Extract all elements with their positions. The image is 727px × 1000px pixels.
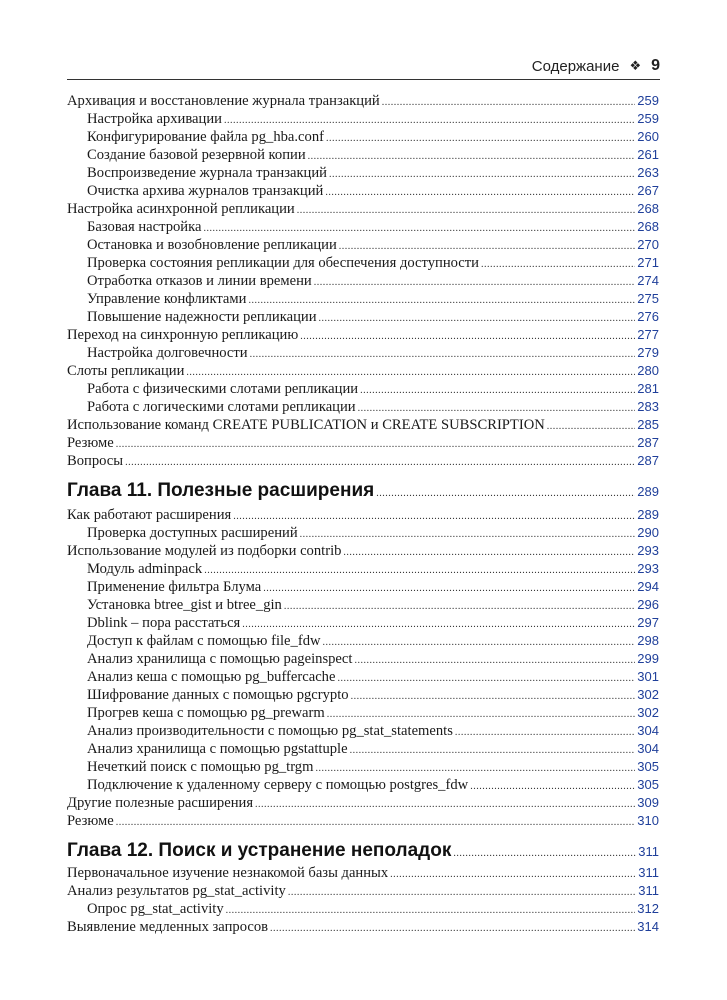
header-rule xyxy=(67,79,660,80)
toc-entry[interactable] xyxy=(67,165,659,183)
dot-leader xyxy=(270,923,635,934)
entry-page: 290 xyxy=(637,525,659,540)
entry-title: Очистка архива журналов транзакций xyxy=(87,183,324,199)
toc-entry[interactable] xyxy=(67,183,659,201)
entry-title: Другие полезные расширения xyxy=(67,795,254,811)
entry-page: 293 xyxy=(637,543,659,558)
entry-title: Управление конфликтами xyxy=(87,291,247,307)
dot-leader xyxy=(351,691,636,702)
dot-leader xyxy=(547,421,636,432)
toc-entry[interactable] xyxy=(67,543,659,561)
chapter-page: 311 xyxy=(638,844,659,859)
toc-block-3 xyxy=(67,865,659,937)
entry-page: 296 xyxy=(637,597,659,612)
entry-title: Применение фильтра Блума xyxy=(87,579,262,595)
entry-page: 280 xyxy=(637,363,659,378)
entry-page: 294 xyxy=(637,579,659,594)
toc-entry[interactable] xyxy=(67,615,659,633)
entry-title: Настройка архивации xyxy=(87,111,222,127)
toc-entry[interactable] xyxy=(67,147,659,165)
dot-leader xyxy=(263,583,635,594)
chapter-title: Глава 11. Полезные расширения xyxy=(67,480,375,501)
toc-entry[interactable] xyxy=(67,255,659,273)
chapter-title: Глава 12. Поиск и устранение неполадок xyxy=(67,840,452,861)
entry-title: Слоты репликации xyxy=(67,363,185,379)
entry-page: 311 xyxy=(638,865,659,880)
dot-leader xyxy=(248,295,635,306)
dot-leader xyxy=(339,241,636,252)
toc-entry[interactable] xyxy=(67,669,659,687)
entry-title: Архивация и восстановление журнала транзакций xyxy=(67,93,380,109)
entry-page: 301 xyxy=(637,669,659,684)
toc-entry[interactable] xyxy=(67,327,659,345)
toc-entry[interactable] xyxy=(67,705,659,723)
dot-leader xyxy=(360,385,635,396)
toc-entry[interactable] xyxy=(67,633,659,651)
entry-title: Анализ хранилища с помощью pageinspect xyxy=(87,651,353,667)
entry-title: Модуль adminpack xyxy=(87,561,203,577)
toc-entry[interactable] xyxy=(67,865,659,883)
entry-page: 309 xyxy=(637,795,659,810)
toc-entry[interactable] xyxy=(67,219,659,237)
dot-leader xyxy=(288,887,636,898)
chapter-heading[interactable] xyxy=(67,480,659,510)
dot-leader xyxy=(300,331,635,342)
chapter-11-heading-block xyxy=(67,480,659,510)
dot-leader xyxy=(224,115,635,126)
entry-title: Использование команд CREATE PUBLICATION и CREATE SUBSCRIPTION xyxy=(67,417,545,433)
entry-title: Работа с логическими слотами репликации xyxy=(87,399,356,415)
entry-title: Прогрев кеша с помощью pg_prewarm xyxy=(87,705,325,721)
dot-leader xyxy=(358,403,636,414)
entry-page: 274 xyxy=(637,273,659,288)
entry-title: Повышение надежности репликации xyxy=(87,309,317,325)
toc-entry[interactable] xyxy=(67,813,659,831)
entry-title: Первоначальное изучение незнакомой базы данных xyxy=(67,865,389,881)
entry-title: Отработка отказов и линии времени xyxy=(87,273,312,289)
dot-leader xyxy=(204,565,635,576)
entry-title: Проверка доступных расширений xyxy=(87,525,298,541)
toc-entry[interactable] xyxy=(67,309,659,327)
toc-entry[interactable] xyxy=(67,435,659,453)
entry-page: 304 xyxy=(637,741,659,756)
dot-leader xyxy=(350,745,636,756)
entry-page: 287 xyxy=(637,435,659,450)
toc-entry[interactable] xyxy=(67,687,659,705)
page-number: 9 xyxy=(651,57,660,74)
entry-title: Переход на синхронную репликацию xyxy=(67,327,299,343)
entry-page: 289 xyxy=(637,507,659,522)
dot-leader xyxy=(203,223,635,234)
toc-entry[interactable] xyxy=(67,597,659,615)
toc-entry[interactable] xyxy=(67,417,659,435)
toc-entry[interactable] xyxy=(67,237,659,255)
dot-leader xyxy=(250,349,636,360)
dot-leader xyxy=(297,205,636,216)
toc-entry[interactable] xyxy=(67,579,659,597)
toc-entry[interactable] xyxy=(67,507,659,525)
entry-title: Настройка долговечности xyxy=(87,345,248,361)
dot-leader xyxy=(327,709,636,720)
entry-title: Базовая настройка xyxy=(87,219,202,235)
entry-title: Как работают расширения xyxy=(67,507,232,523)
dot-leader xyxy=(315,763,635,774)
entry-page: 312 xyxy=(637,901,659,916)
entry-page: 261 xyxy=(637,147,659,162)
dot-leader xyxy=(337,673,635,684)
dot-leader xyxy=(376,488,635,499)
entry-title: Нечеткий поиск с помощью pg_trgm xyxy=(87,759,314,775)
toc-entry[interactable] xyxy=(67,901,659,919)
entry-page: 298 xyxy=(637,633,659,648)
toc-entry[interactable] xyxy=(67,741,659,759)
dot-leader xyxy=(453,848,636,859)
entry-title: Анализ хранилища с помощью pgstattuple xyxy=(87,741,348,757)
entry-page: 279 xyxy=(637,345,659,360)
entry-title: Доступ к файлам с помощью file_fdw xyxy=(87,633,321,649)
entry-page: 267 xyxy=(637,183,659,198)
dot-leader xyxy=(470,781,635,792)
entry-title: Шифрование данных с помощью pgcrypto xyxy=(87,687,349,703)
entry-page: 260 xyxy=(637,129,659,144)
entry-page: 314 xyxy=(637,919,659,934)
chapter-page: 289 xyxy=(637,484,659,499)
toc-entry[interactable] xyxy=(67,399,659,417)
dot-leader xyxy=(255,799,635,810)
dot-leader xyxy=(329,169,635,180)
toc-entry[interactable] xyxy=(67,93,659,111)
entry-title: Конфигурирование файла pg_hba.conf xyxy=(87,129,324,145)
dot-leader xyxy=(354,655,635,666)
dot-leader xyxy=(326,133,635,144)
entry-page: 302 xyxy=(637,687,659,702)
entry-title: Воспроизведение журнала транзакций xyxy=(87,165,327,181)
dot-leader xyxy=(300,529,636,540)
entry-title: Выявление медленных запросов xyxy=(67,919,269,935)
entry-page: 283 xyxy=(637,399,659,414)
entry-page: 285 xyxy=(637,417,659,432)
toc-entry[interactable] xyxy=(67,291,659,309)
dot-leader xyxy=(314,277,636,288)
dot-leader xyxy=(343,547,635,558)
toc-entry[interactable] xyxy=(67,795,659,813)
toc-entry[interactable] xyxy=(67,919,659,937)
dot-leader xyxy=(308,151,636,162)
entry-page: 304 xyxy=(637,723,659,738)
entry-title: Резюме xyxy=(67,813,114,829)
dot-leader xyxy=(284,601,635,612)
toc-entry[interactable] xyxy=(67,723,659,741)
toc-entry[interactable] xyxy=(67,777,659,795)
entry-page: 276 xyxy=(637,309,659,324)
running-header xyxy=(67,56,660,76)
entry-title: Использование модулей из подборки contrib xyxy=(67,543,342,559)
entry-title: Вопросы xyxy=(67,453,124,469)
toc-entry[interactable] xyxy=(67,111,659,129)
entry-page: 305 xyxy=(637,759,659,774)
entry-title: Настройка асинхронной репликации xyxy=(67,201,295,217)
entry-title: Резюме xyxy=(67,435,114,451)
dot-leader xyxy=(390,869,636,880)
entry-title: Установка btree_gist и btree_gin xyxy=(87,597,282,613)
entry-page: 268 xyxy=(637,201,659,216)
toc-block-2 xyxy=(67,507,659,831)
dot-leader xyxy=(116,439,636,450)
entry-page: 270 xyxy=(637,237,659,252)
dot-leader xyxy=(481,259,635,270)
entry-page: 259 xyxy=(637,111,659,126)
entry-page: 310 xyxy=(637,813,659,828)
entry-title: Dblink – пора расстаться xyxy=(87,615,241,631)
entry-title: Подключение к удаленному серверу с помощью postgres_fdw xyxy=(87,777,469,793)
toc-entry[interactable] xyxy=(67,561,659,579)
dot-leader xyxy=(226,905,636,916)
dot-leader xyxy=(242,619,635,630)
entry-page: 311 xyxy=(638,883,659,898)
toc-entry[interactable] xyxy=(67,759,659,777)
entry-page: 287 xyxy=(637,453,659,468)
toc-entry[interactable] xyxy=(67,525,659,543)
entry-title: Анализ кеша с помощью pg_buffercache xyxy=(87,669,336,685)
dot-leader xyxy=(233,511,635,522)
toc-entry[interactable] xyxy=(67,273,659,291)
toc-block-1 xyxy=(67,93,659,471)
dot-leader xyxy=(323,637,636,648)
dot-leader xyxy=(125,457,635,468)
entry-page: 263 xyxy=(637,165,659,180)
entry-page: 259 xyxy=(637,93,659,108)
fleuron-icon: ❖ xyxy=(629,58,642,73)
toc-entry[interactable] xyxy=(67,381,659,399)
toc-entry[interactable] xyxy=(67,453,659,471)
entry-page: 293 xyxy=(637,561,659,576)
dot-leader xyxy=(455,727,635,738)
dot-leader xyxy=(325,187,635,198)
entry-title: Создание базовой резервной копии xyxy=(87,147,306,163)
entry-page: 302 xyxy=(637,705,659,720)
entry-title: Анализ производительности с помощью pg_stat_statements xyxy=(87,723,453,739)
header-title: Содержание xyxy=(531,57,620,75)
entry-page: 268 xyxy=(637,219,659,234)
entry-title: Опрос pg_stat_activity xyxy=(87,901,224,917)
entry-page: 297 xyxy=(637,615,659,630)
entry-page: 299 xyxy=(637,651,659,666)
entry-page: 281 xyxy=(637,381,659,396)
entry-title: Анализ результатов pg_stat_activity xyxy=(67,883,286,899)
dot-leader xyxy=(186,367,635,378)
toc-entry[interactable] xyxy=(67,651,659,669)
dot-leader xyxy=(382,97,636,108)
toc-entry[interactable] xyxy=(67,129,659,147)
entry-page: 305 xyxy=(637,777,659,792)
entry-page: 271 xyxy=(637,255,659,270)
toc-entry[interactable] xyxy=(67,363,659,381)
toc-entry[interactable] xyxy=(67,345,659,363)
entry-page: 275 xyxy=(637,291,659,306)
dot-leader xyxy=(319,313,636,324)
toc-entry[interactable] xyxy=(67,883,659,901)
dot-leader xyxy=(116,817,636,828)
toc-entry[interactable] xyxy=(67,201,659,219)
entry-page: 277 xyxy=(637,327,659,342)
entry-title: Работа с физическими слотами репликации xyxy=(87,381,359,397)
entry-title: Проверка состояния репликации для обеспечения доступности xyxy=(87,255,479,271)
entry-title: Остановка и возобновление репликации xyxy=(87,237,337,253)
